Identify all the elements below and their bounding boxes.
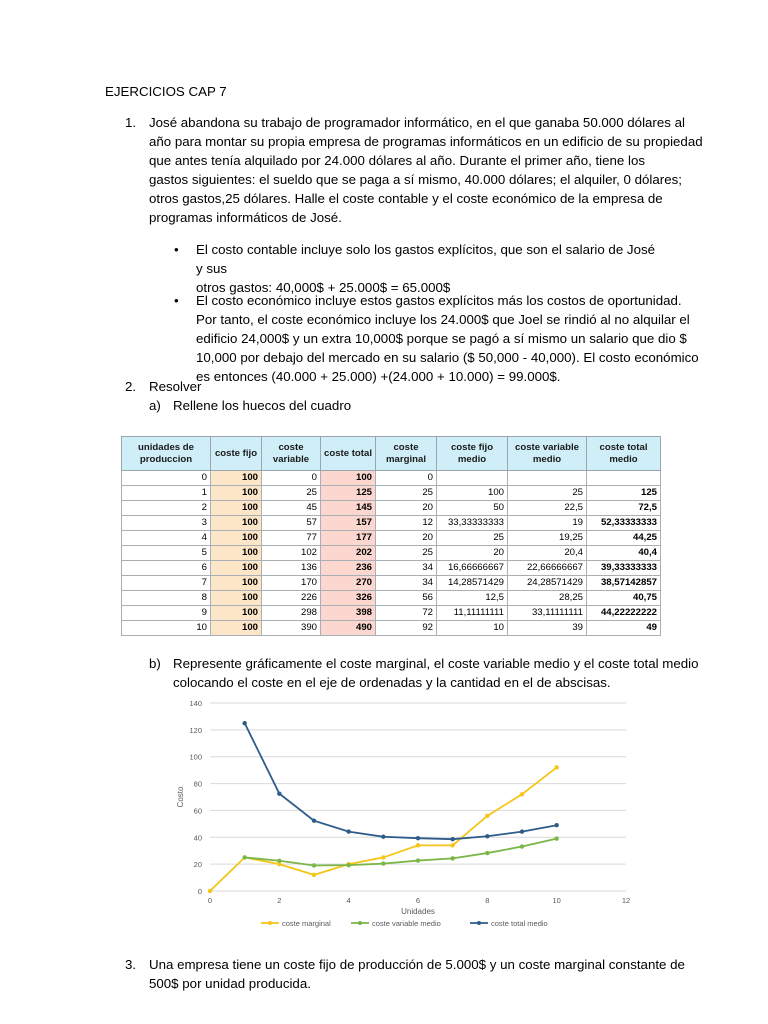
cell-avg-variable-cost	[508, 471, 587, 486]
data-point	[520, 792, 524, 796]
cell-avg-total-cost: 49	[587, 621, 661, 636]
table-row	[122, 591, 661, 606]
data-point	[416, 836, 420, 840]
cell-marginal-cost: 72	[376, 606, 437, 621]
cell-fixed-cost: 100	[211, 591, 262, 606]
data-point	[520, 829, 524, 833]
cell-avg-fixed-cost: 10	[437, 621, 508, 636]
cell-avg-fixed-cost	[437, 471, 508, 486]
cell-marginal-cost: 25	[376, 486, 437, 501]
x-tick-label: 8	[485, 896, 490, 905]
series-line	[245, 723, 557, 839]
cell-fixed-cost: 100	[211, 486, 262, 501]
q1-line: gastos siguientes: el sueldo que se paga a sí mismo, 40.000 dólares; el alquiler, 0 dólares;	[149, 172, 682, 187]
legend-marker	[268, 921, 272, 925]
data-point	[450, 856, 454, 860]
x-tick-label: 10	[552, 896, 561, 905]
table-header-row	[122, 437, 661, 471]
y-tick-label: 100	[189, 752, 202, 762]
qb-line: Represente gráficamente el coste marginal, el coste variable medio y el coste total medio	[173, 656, 699, 671]
subquestion-b-text	[173, 654, 699, 692]
cell-avg-variable-cost: 25	[508, 486, 587, 501]
question-2-number: 2.	[125, 379, 137, 394]
cell-avg-total-cost: 52,33333333	[587, 516, 661, 531]
cell-avg-variable-cost: 22,5	[508, 501, 587, 516]
cell-marginal-cost: 12	[376, 516, 437, 531]
table-row	[122, 501, 661, 516]
cell-marginal-cost: 56	[376, 591, 437, 606]
series-line	[210, 767, 557, 891]
data-point	[485, 851, 489, 855]
cell-variable-cost: 57	[262, 516, 321, 531]
cell-avg-variable-cost: 24,28571429	[508, 576, 587, 591]
cell-avg-variable-cost: 19,25	[508, 531, 587, 546]
header-avg-fixed-cost: coste fijo medio	[437, 437, 508, 471]
data-point	[450, 837, 454, 841]
cell-avg-fixed-cost: 33,33333333	[437, 516, 508, 531]
cell-units: 9	[122, 606, 211, 621]
bullet-text	[196, 240, 658, 297]
data-point	[554, 765, 558, 769]
cell-avg-fixed-cost: 12,5	[437, 591, 508, 606]
cell-total-cost: 145	[321, 501, 376, 516]
table-row	[122, 471, 661, 486]
cell-avg-fixed-cost: 16,66666667	[437, 561, 508, 576]
header-total-cost: coste total	[321, 437, 376, 471]
cell-avg-variable-cost: 28,25	[508, 591, 587, 606]
cell-marginal-cost: 0	[376, 471, 437, 486]
cell-units: 7	[122, 576, 211, 591]
data-point	[416, 858, 420, 862]
header-fixed-cost: coste fijo	[211, 437, 262, 471]
cell-total-cost: 125	[321, 486, 376, 501]
cell-marginal-cost: 34	[376, 561, 437, 576]
bullet-line: edificio 24,000$ y un extra 10,000$ porque se pagó a sí mismo un salario que dio $	[196, 331, 687, 346]
cost-chart-svg	[173, 695, 639, 935]
bullet-dot: •	[174, 242, 179, 257]
x-tick-label: 6	[415, 896, 421, 905]
cell-fixed-cost: 100	[211, 606, 262, 621]
cell-avg-fixed-cost: 100	[437, 486, 508, 501]
y-tick-label: 60	[193, 806, 202, 816]
cell-variable-cost: 102	[262, 546, 321, 561]
cell-avg-variable-cost: 19	[508, 516, 587, 531]
cell-avg-total-cost: 125	[587, 486, 661, 501]
cell-avg-fixed-cost: 50	[437, 501, 508, 516]
cell-variable-cost: 0	[262, 471, 321, 486]
data-point	[346, 829, 350, 833]
header-marginal-cost: coste marginal	[376, 437, 437, 471]
data-point	[381, 861, 385, 865]
data-point	[242, 855, 246, 859]
table-row	[122, 486, 661, 501]
bullet-line: El costo económico incluye estos gastos explícitos más los costos de oportunidad.	[196, 293, 682, 308]
cell-total-cost: 202	[321, 546, 376, 561]
data-point	[381, 835, 385, 839]
cell-total-cost: 326	[321, 591, 376, 606]
table-row	[122, 561, 661, 576]
cell-total-cost: 100	[321, 471, 376, 486]
cell-units: 10	[122, 621, 211, 636]
cell-fixed-cost: 100	[211, 501, 262, 516]
cell-avg-total-cost: 40,75	[587, 591, 661, 606]
cell-fixed-cost: 100	[211, 471, 262, 486]
cell-avg-fixed-cost: 11,11111111	[437, 606, 508, 621]
cell-avg-total-cost: 44,22222222	[587, 606, 661, 621]
cell-avg-fixed-cost: 25	[437, 531, 508, 546]
cell-avg-total-cost: 38,57142857	[587, 576, 661, 591]
cell-avg-variable-cost: 20,4	[508, 546, 587, 561]
data-point	[208, 889, 212, 893]
subquestion-b-label: b)	[149, 656, 161, 671]
question-1-text	[149, 113, 703, 227]
header-units: unidades de produccion	[122, 437, 211, 471]
legend-marker	[358, 921, 362, 925]
cell-avg-total-cost: 40,4	[587, 546, 661, 561]
cell-avg-variable-cost: 33,11111111	[508, 606, 587, 621]
y-tick-label: 0	[197, 887, 202, 896]
data-point	[312, 819, 316, 823]
question-1-number: 1.	[125, 115, 137, 130]
cell-variable-cost: 170	[262, 576, 321, 591]
cell-variable-cost: 298	[262, 606, 321, 621]
data-point	[554, 823, 558, 827]
table-row	[122, 516, 661, 531]
header-avg-total-cost: coste total medio	[587, 437, 661, 471]
data-point	[554, 836, 558, 840]
question-3-text	[149, 955, 685, 993]
cell-units: 3	[122, 516, 211, 531]
cell-avg-variable-cost: 22,66666667	[508, 561, 587, 576]
cell-marginal-cost: 20	[376, 501, 437, 516]
bullet-line: otros gastos: 40,000$ + 25.000$ = 65.000$	[196, 280, 451, 295]
data-point	[520, 844, 524, 848]
cell-variable-cost: 390	[262, 621, 321, 636]
cell-total-cost: 270	[321, 576, 376, 591]
y-axis-label: Costo	[176, 786, 185, 808]
cell-marginal-cost: 25	[376, 546, 437, 561]
cell-total-cost: 398	[321, 606, 376, 621]
table-row	[122, 531, 661, 546]
table-row	[122, 606, 661, 621]
data-point	[381, 855, 385, 859]
cell-variable-cost: 136	[262, 561, 321, 576]
data-point	[416, 843, 420, 847]
cell-avg-variable-cost: 39	[508, 621, 587, 636]
legend-label: coste variable medio	[372, 919, 441, 928]
data-point	[277, 791, 281, 795]
cell-variable-cost: 45	[262, 501, 321, 516]
cell-fixed-cost: 100	[211, 516, 262, 531]
cell-units: 2	[122, 501, 211, 516]
x-tick-label: 2	[277, 896, 282, 905]
bullet-line: Por tanto, el coste económico incluye los 24.000$ que Joel se rindió al no alquilar el	[196, 312, 690, 327]
cell-units: 5	[122, 546, 211, 561]
y-tick-label: 120	[189, 725, 202, 735]
q1-line: programas informáticos de José.	[149, 210, 342, 225]
cell-total-cost: 157	[321, 516, 376, 531]
cell-total-cost: 490	[321, 621, 376, 636]
table-row	[122, 546, 661, 561]
cell-avg-fixed-cost: 20	[437, 546, 508, 561]
cell-variable-cost: 25	[262, 486, 321, 501]
data-point	[485, 834, 489, 838]
cell-units: 8	[122, 591, 211, 606]
qb-line: colocando el coste en el eje de ordenadas y la cantidad en el de abscisas.	[173, 675, 611, 690]
header-avg-variable-cost: coste variable medio	[508, 437, 587, 471]
legend-marker	[477, 921, 481, 925]
cell-variable-cost: 77	[262, 531, 321, 546]
data-point	[312, 873, 316, 877]
bullet-line: El costo contable incluye solo los gastos explícitos, que son el salario de José y sus	[196, 242, 656, 276]
x-tick-label: 12	[621, 896, 631, 905]
cell-total-cost: 236	[321, 561, 376, 576]
cell-units: 0	[122, 471, 211, 486]
data-point	[485, 814, 489, 818]
table-row	[122, 621, 661, 636]
x-axis-label: Unidades	[401, 907, 435, 916]
legend-label: coste total medio	[491, 919, 548, 928]
bullet-line: es entonces (40.000 + 25.000) +(24.000 + 10.000) = 99.000$.	[196, 369, 561, 384]
cell-avg-total-cost: 44,25	[587, 531, 661, 546]
cell-variable-cost: 226	[262, 591, 321, 606]
cell-marginal-cost: 34	[376, 576, 437, 591]
cost-chart	[173, 695, 639, 935]
cell-marginal-cost: 20	[376, 531, 437, 546]
cell-fixed-cost: 100	[211, 531, 262, 546]
cell-fixed-cost: 100	[211, 546, 262, 561]
bullet-line: 10,000 por debajo del mercado en su salario ($ 50,000 - 40,000). El costo económico	[196, 350, 699, 365]
data-point	[277, 859, 281, 863]
cell-fixed-cost: 100	[211, 561, 262, 576]
y-tick-label: 40	[193, 833, 202, 843]
cell-marginal-cost: 92	[376, 621, 437, 636]
cell-fixed-cost: 100	[211, 576, 262, 591]
page-title: EJERCICIOS CAP 7	[105, 84, 227, 99]
q1-line: José abandona su trabajo de programador informático, en el que ganaba 50.000 dólares al	[149, 115, 685, 130]
question-2-text: Resolver	[149, 379, 202, 394]
bullet-text	[196, 291, 699, 386]
cell-avg-total-cost: 39,33333333	[587, 561, 661, 576]
cell-avg-total-cost	[587, 471, 661, 486]
cell-units: 4	[122, 531, 211, 546]
q1-line: año para montar su propia empresa de programas informáticos en un edificio de su propiedad	[149, 134, 703, 149]
cell-avg-total-cost: 72,5	[587, 501, 661, 516]
data-point	[346, 863, 350, 867]
cell-avg-fixed-cost: 14,28571429	[437, 576, 508, 591]
cell-units: 1	[122, 486, 211, 501]
subquestion-a-label: a)	[149, 398, 161, 413]
question-3-number: 3.	[125, 957, 137, 972]
q1-line: otros gastos,25 dólares. Halle el coste contable y el coste económico de la empresa de	[149, 191, 663, 206]
x-tick-label: 0	[207, 896, 213, 905]
q1-line: que antes tenía alquilado por 24.000 dólares al año. Durante el primer año, tiene los	[149, 153, 646, 168]
header-variable-cost: coste variable	[262, 437, 321, 471]
x-tick-label: 4	[346, 896, 351, 905]
data-point	[312, 863, 316, 867]
data-point	[450, 843, 454, 847]
cell-fixed-cost: 100	[211, 621, 262, 636]
q3-line: 500$ por unidad producida.	[149, 976, 311, 991]
cell-total-cost: 177	[321, 531, 376, 546]
y-tick-label: 20	[193, 860, 202, 870]
cost-table	[121, 436, 661, 636]
y-tick-label: 140	[189, 699, 202, 708]
subquestion-a-text: Rellene los huecos del cuadro	[173, 398, 352, 413]
data-point	[242, 721, 246, 725]
y-tick-label: 80	[193, 779, 202, 789]
bullet-dot: •	[174, 293, 179, 308]
cell-units: 6	[122, 561, 211, 576]
legend-label: coste marginal	[282, 919, 331, 928]
table-row	[122, 576, 661, 591]
q3-line: Una empresa tiene un coste fijo de producción de 5.000$ y un coste marginal constante de	[149, 957, 685, 972]
